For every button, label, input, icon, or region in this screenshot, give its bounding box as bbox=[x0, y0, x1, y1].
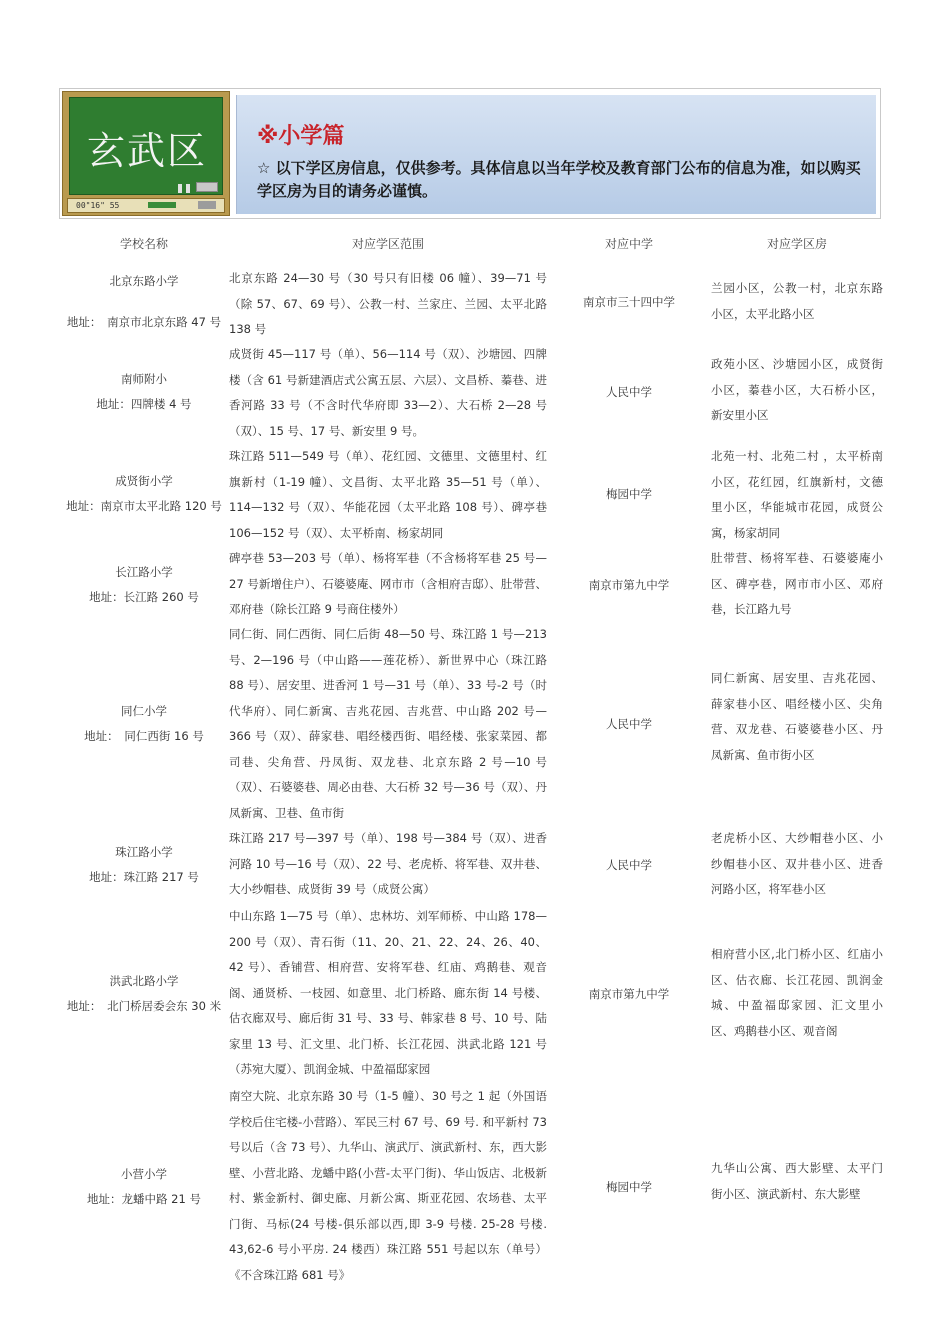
school-name: 同仁小学 bbox=[121, 704, 167, 718]
district-range: 南空大院、北京东路 30 号（1-5 幢）、30 号之 1 起（外国语学校后住宅楼-小营路）、军民三村 67 号、69 号. 和平新村 73 号以后（含 73 号）、九华山、演武厅、演武新村、东，西大影壁、小营北路、龙蟠中路(小营-太平门街)、华山饭店、北极新村、紫金新村、御史廊、月新公寓、斯亚花园、农场巷、太平门街、马标(24 号楼-俱乐部以西,即 3-9 号楼. 25-28 号楼. 43,62-6 号小平房. 24 楼西）珠江路 551 号起以东（单号）《不含珠江路 681 号》 bbox=[229, 1089, 547, 1282]
district-range: 同仁街、同仁西街、同仁后街 48—50 号、珠江路 1 号—213 号、2—196 号（中山路——莲花桥）、新世界中心（珠江路 88 号）、居安里、进香河 1 号—31 号（单）、33 号-2 号（时代华府）、同仁新寓、吉兆花园、吉兆营、中山路 202 号—366 号（双）、薛家巷、唱经楼西街、唱经楼、张家菜园、都司巷、尖角营、丹凤街、双龙巷、北京东路 2 号—10 号（双）、石婆婆巷、周必由巷、大石桥 32 号—36 号（双）、丹凤新寓、卫巷、鱼市街 bbox=[229, 627, 547, 820]
header-district-range: 对应学区范围 bbox=[351, 237, 424, 251]
district-housing: 相府营小区,北门桥小区、红庙小区、估衣廊、长江花园、凯润金城、中盈福邸家园、汇文里小区、鸡鹅巷小区、观音阁 bbox=[711, 947, 883, 1038]
middle-school: 梅园中学 bbox=[606, 487, 652, 501]
rail-counter: 00"16" 55 bbox=[76, 201, 120, 210]
table-row bbox=[59, 904, 881, 1084]
rail-block-icon bbox=[198, 201, 216, 209]
school-address: 地址： 北门桥居委会东 30 米 bbox=[66, 999, 222, 1013]
school-address: 地址：四牌楼 4 号 bbox=[96, 397, 192, 411]
district-housing: 政苑小区、沙塘园小区，成贤街小区，蓁巷小区，大石桥小区，新安里小区 bbox=[711, 357, 883, 422]
table-row bbox=[59, 1084, 881, 1290]
chalkboard-surface bbox=[69, 97, 223, 195]
section-title: ※小学篇 bbox=[257, 124, 345, 149]
district-range: 北京东路 24—30 号（30 号只有旧楼 06 幢）、39—71 号（除 57、67、69 号）、公教一村、兰家庄、兰园、太平北路 138 号 bbox=[229, 271, 547, 336]
header-middle-school: 对应中学 bbox=[604, 237, 653, 251]
middle-school: 人民中学 bbox=[606, 385, 652, 399]
disclaimer-text: ☆ 以下学区房信息，仅供参考。具体信息以当年学校及教育部门公布的信息为准，如以购买学区房为目的请务必谨慎。 bbox=[257, 159, 861, 200]
school-address: 地址：长江路 260 号 bbox=[89, 590, 199, 604]
district-range: 珠江路 217 号—397 号（单）、198 号—384 号（双）、进香河路 10 号—16 号（双）、22 号、老虎桥、将军巷、双井巷、大小纱帽巷、成贤街 39 号（成贤公寓） bbox=[229, 831, 547, 896]
table-row bbox=[59, 546, 881, 624]
school-address: 地址： 南京市北京东路 47 号 bbox=[66, 315, 222, 329]
middle-school: 梅园中学 bbox=[606, 1180, 652, 1194]
school-name: 珠江路小学 bbox=[115, 845, 173, 859]
chalkboard-graphic bbox=[62, 91, 230, 216]
district-range: 中山东路 1—75 号（单）、忠林坊、刘军师桥、中山路 178—200 号（双）、青石街（11、20、21、22、24、26、40、42 号）、香铺营、相府营、安将军巷、红庙、鸡鹅巷、观音阁、通贤桥、一枝园、如意里、北门桥路、廊东街 14 号楼、估衣廊双号、廊后街 31 号、33 号、韩家巷 8 号、10 号、陆家里 13 号、汇文里、北门桥、长江花园、洪武北路 121 号（苏宛大厦）、凯润金城、中盈福邸家园 bbox=[229, 909, 547, 1076]
school-address: 地址：南京市太平北路 120 号 bbox=[66, 499, 222, 513]
table-row bbox=[59, 266, 881, 338]
district-housing: 九华山公寓、西大影壁、太平门街小区、演武新村、东大影壁 bbox=[711, 1161, 883, 1201]
school-name: 洪武北路小学 bbox=[109, 974, 179, 988]
rail-bar-icon bbox=[148, 202, 176, 208]
district-range: 珠江路 511—549 号（单）、花红园、文德里、文德里村、红旗新村（1-19 幢）、文昌街、太平北路 35—51 号（单）、114—132 号（双）、华能花园（太平北路 108 号）、碑亭巷 106—152 号（双）、太平桥南、杨家胡同 bbox=[229, 449, 547, 540]
notice-panel bbox=[236, 95, 876, 214]
middle-school: 南京市第九中学 bbox=[588, 987, 670, 1001]
chalk-icon bbox=[178, 184, 182, 193]
school-name: 北京东路小学 bbox=[109, 274, 179, 288]
middle-school: 人民中学 bbox=[606, 858, 652, 872]
table-row bbox=[59, 622, 881, 826]
table-row bbox=[59, 342, 881, 442]
school-address: 地址：龙蟠中路 21 号 bbox=[87, 1192, 201, 1206]
district-range: 成贤街 45—117 号（单）、56—114 号（双）、沙塘园、四牌楼（含 61 号新建酒店式公寓五层、六层）、文昌桥、蓁巷、进香河路 33 号（不含时代华府即 33—2）、大石桥 2—28 号（双）、15 号、17 号、新安里 9 号。 bbox=[229, 347, 547, 438]
chalk-icon bbox=[186, 184, 190, 193]
school-name: 南师附小 bbox=[121, 372, 167, 386]
school-name: 成贤街小学 bbox=[115, 474, 173, 488]
district-housing: 北苑一村、北苑二村 ，太平桥南小区，花红园，红旗新村，文德里小区，华能城市花园，成贤公寓，杨家胡同 bbox=[711, 449, 883, 540]
district-range: 碑亭巷 53—203 号（单）、杨将军巷（不含杨将军巷 25 号—27 号新增住户）、石婆婆庵、网市市（含相府吉邸）、肚带营、邓府巷（除长江路 9 号商住楼外） bbox=[229, 551, 547, 616]
middle-school: 南京市三十四中学 bbox=[583, 295, 675, 309]
district-banner bbox=[59, 88, 881, 219]
district-housing: 同仁新寓、居安里、吉兆花园、薛家巷小区、唱经楼小区、尖角营、双龙巷、石婆婆巷小区、丹凤新寓、鱼市街小区 bbox=[711, 671, 883, 762]
district-housing: 兰园小区，公教一村，北京东路小区，太平北路小区 bbox=[711, 281, 883, 321]
school-address: 地址： 同仁西街 16 号 bbox=[84, 729, 204, 743]
school-name: 长江路小学 bbox=[115, 565, 173, 579]
header-district-housing: 对应学区房 bbox=[766, 237, 827, 251]
table-row bbox=[59, 444, 881, 544]
header-school-name: 学校名称 bbox=[119, 237, 168, 251]
district-title: 玄武区 bbox=[86, 129, 207, 173]
eraser-icon bbox=[196, 182, 218, 192]
chalkboard-rail bbox=[67, 198, 225, 213]
district-housing: 肚带营、杨将军巷、石婆婆庵小区、碑亭巷，网市市小区、邓府巷，长江路九号 bbox=[711, 551, 883, 616]
table-row bbox=[59, 826, 881, 904]
school-address: 地址：珠江路 217 号 bbox=[89, 870, 199, 884]
school-name: 小营小学 bbox=[121, 1167, 167, 1181]
middle-school: 人民中学 bbox=[606, 717, 652, 731]
middle-school: 南京市第九中学 bbox=[588, 578, 670, 592]
district-housing: 老虎桥小区、大纱帽巷小区、小纱帽巷小区、双井巷小区、进香河路小区，将军巷小区 bbox=[711, 831, 883, 896]
